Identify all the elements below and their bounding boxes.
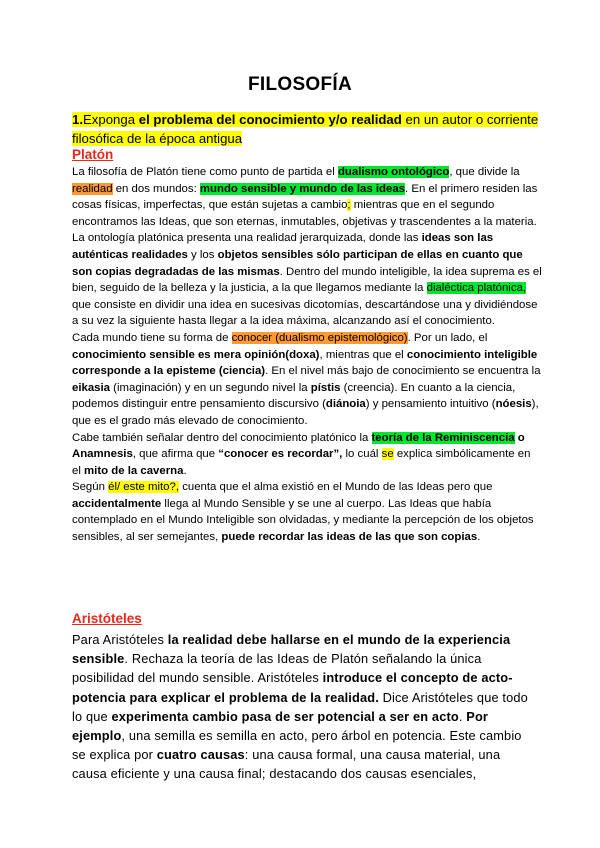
- section-heading-aristotle: Aristóteles: [72, 611, 142, 626]
- aristotle-section: [72, 630, 532, 784]
- question-number: 1.: [72, 112, 83, 127]
- section-heading-plato: Platón: [72, 147, 114, 162]
- question-highlight: 1.Exponga el problema del conocimiento y/o realidad en un autor o corriente filosófica de la época antigua: [72, 112, 539, 146]
- plato-paragraph-2: Cada mundo tiene su forma de conocer (dualismo epistemológico). Por un lado, el conocimiento sensible es mera opinión(doxa), mientras que el conocimiento inteligible corresponde a la episteme (ciencia). En el nivel más bajo de conocimiento se encuentra la eikasia (imaginación) y en un segundo nivel la pístis (creencia). En cuanto a la ciencia, podemos distinguir entre pensamiento discursivo (diánoia) y pensamiento intuitivo (nóesis), que es el grado más elevado de conocimiento.: [72, 331, 541, 427]
- plato-paragraph-3: Cabe también señalar dentro del conocimiento platónico la teoría de la Reminiscencia o Anamnesis, que afirma que “conocer es recordar”, lo cuál se explica simbólicamente en el mito de la caverna.: [72, 431, 531, 477]
- aristotle-paragraph: Para Aristóteles la realidad debe hallarse en el mundo de la experiencia sensible. Rechaza la teoría de las Ideas de Platón señalando la única posibilidad del mundo sensible. Aristóteles introduce el concepto de acto-potencia para explicar el problema de la realidad. Dice Aristóteles que todo lo que experimenta cambio pasa de ser potencial a ser en acto. Por ejemplo, una semilla es semilla en acto, pero árbol en potencia. Este cambio se explica por cuatro causas: una causa formal, una causa material, una causa eficiente y una causa final; destacando dos causas esenciales,: [72, 632, 528, 782]
- plato-paragraph-4: Según él/ este mito?, cuenta que el alma existió en el Mundo de las Ideas pero que accidentalmente llega al Mundo Sensible y se une al cuerpo. Las Ideas que había contemplado en el Mundo Inteligible son olvidadas, y mediante la percepción de los objetos sensibles, al ser semejantes, puede recordar las ideas de las que son copias.: [72, 481, 534, 544]
- plato-paragraph-1: La filosofía de Platón tiene como punto de partida el dualismo ontológico, que divide la realidad en dos mundos: mundo sensible y mundo de las ideas. En el primero residen las cosas físicas, imperfectas, que están sujetas a cambio; mientras que en el segundo encontramos las Ideas, que son eternas, inmutables, objetivas y trascendentes a la materia. La ontología platónica presenta una realidad jerarquizada, donde las ideas son las auténticas realidades y los objetos sensibles sólo participan de ellas en cuanto que son copias degradadas de las mismas. Dentro del mundo inteligible, la idea suprema es el bien, seguido de la belleza y la justicia, a la que llegamos mediante la dialéctica platónica, que consiste en dividir una idea en sucesivas dicotomías, descartándose una y dividiéndose a su vez la siguiente hasta llegar a la idea máxima, alcanzando así el conocimiento.: [72, 166, 542, 328]
- question-prompt: [72, 110, 542, 148]
- plato-section: [72, 164, 542, 546]
- page-title: FILOSOFÍA: [247, 74, 353, 95]
